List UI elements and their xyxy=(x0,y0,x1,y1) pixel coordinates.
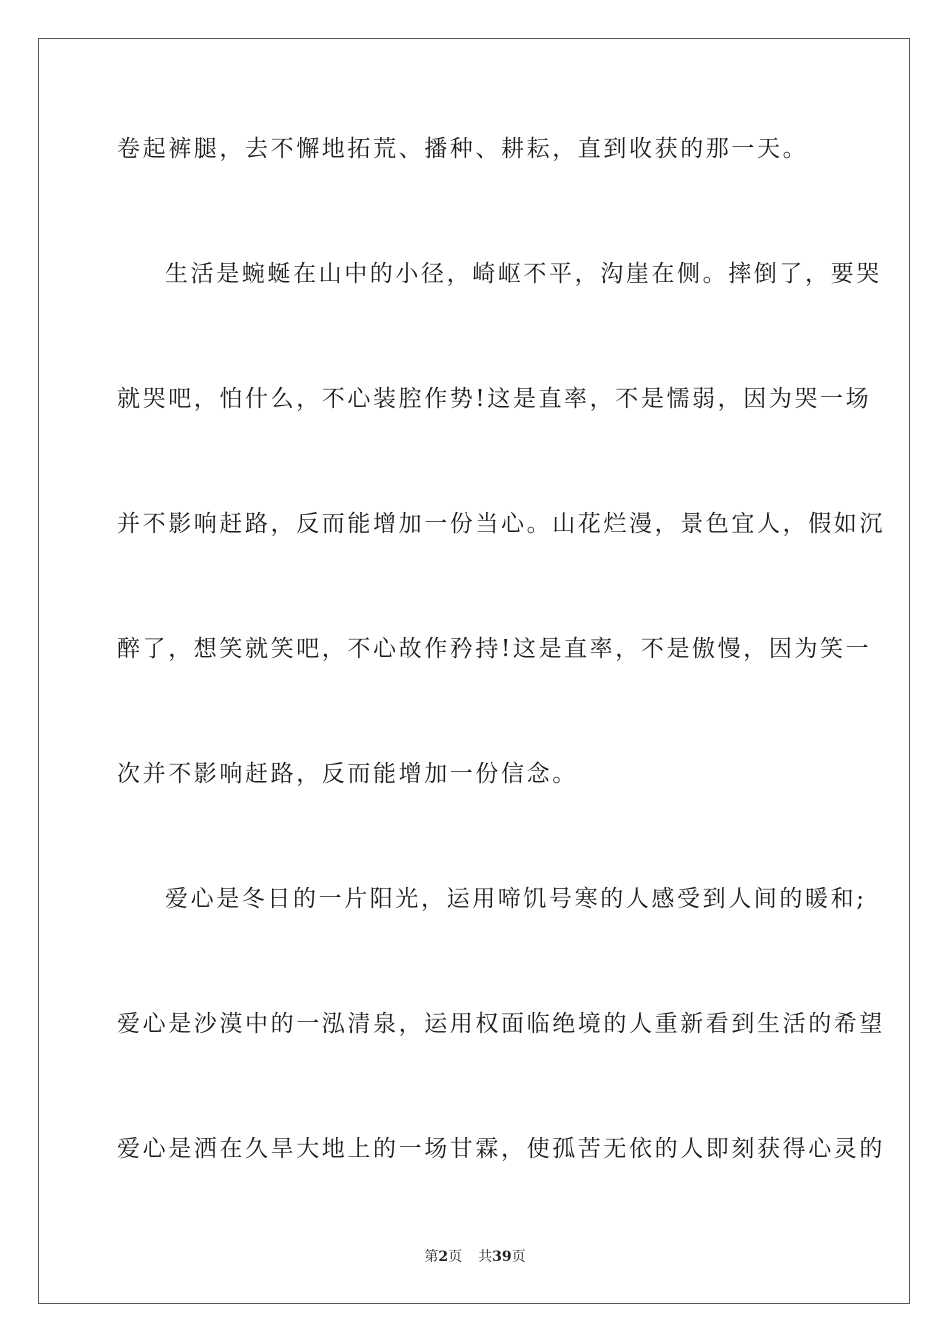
text-line-3: 就哭吧，怕什么，不心装腔作势!这是直率，不是懦弱，因为哭一场 xyxy=(117,386,872,412)
page-border xyxy=(38,38,910,1304)
text-line-2: 生活是蜿蜒在山中的小径，崎岖不平，沟崖在侧。摔倒了，要哭 xyxy=(165,261,882,287)
text-line-8: 爱心是沙漠中的一泓清泉，运用权面临绝境的人重新看到生活的希望 xyxy=(117,1011,885,1037)
text-line-6: 次并不影响赶路，反而能增加一份信念。 xyxy=(117,761,578,787)
text-line-4: 并不影响赶路，反而能增加一份当心。山花烂漫，景色宜人，假如沉 xyxy=(117,511,885,537)
text-line-7: 爱心是冬日的一片阳光，运用啼饥号寒的人感受到人间的暖和; xyxy=(165,886,867,912)
text-line-9: 爱心是洒在久旱大地上的一场甘霖，使孤苦无依的人即刻获得心灵的 xyxy=(117,1136,885,1162)
page-footer xyxy=(0,1248,950,1266)
page-indicator: 第2页 xyxy=(424,1249,463,1265)
text-line-5: 醉了，想笑就笑吧，不心故作矜持!这是直率，不是傲慢，因为笑一 xyxy=(117,636,872,662)
text-line-1: 卷起裤腿，去不懈地拓荒、播种、耕耘，直到收获的那一天。 xyxy=(117,136,809,162)
total-pages-indicator: 共39页 xyxy=(478,1249,526,1265)
